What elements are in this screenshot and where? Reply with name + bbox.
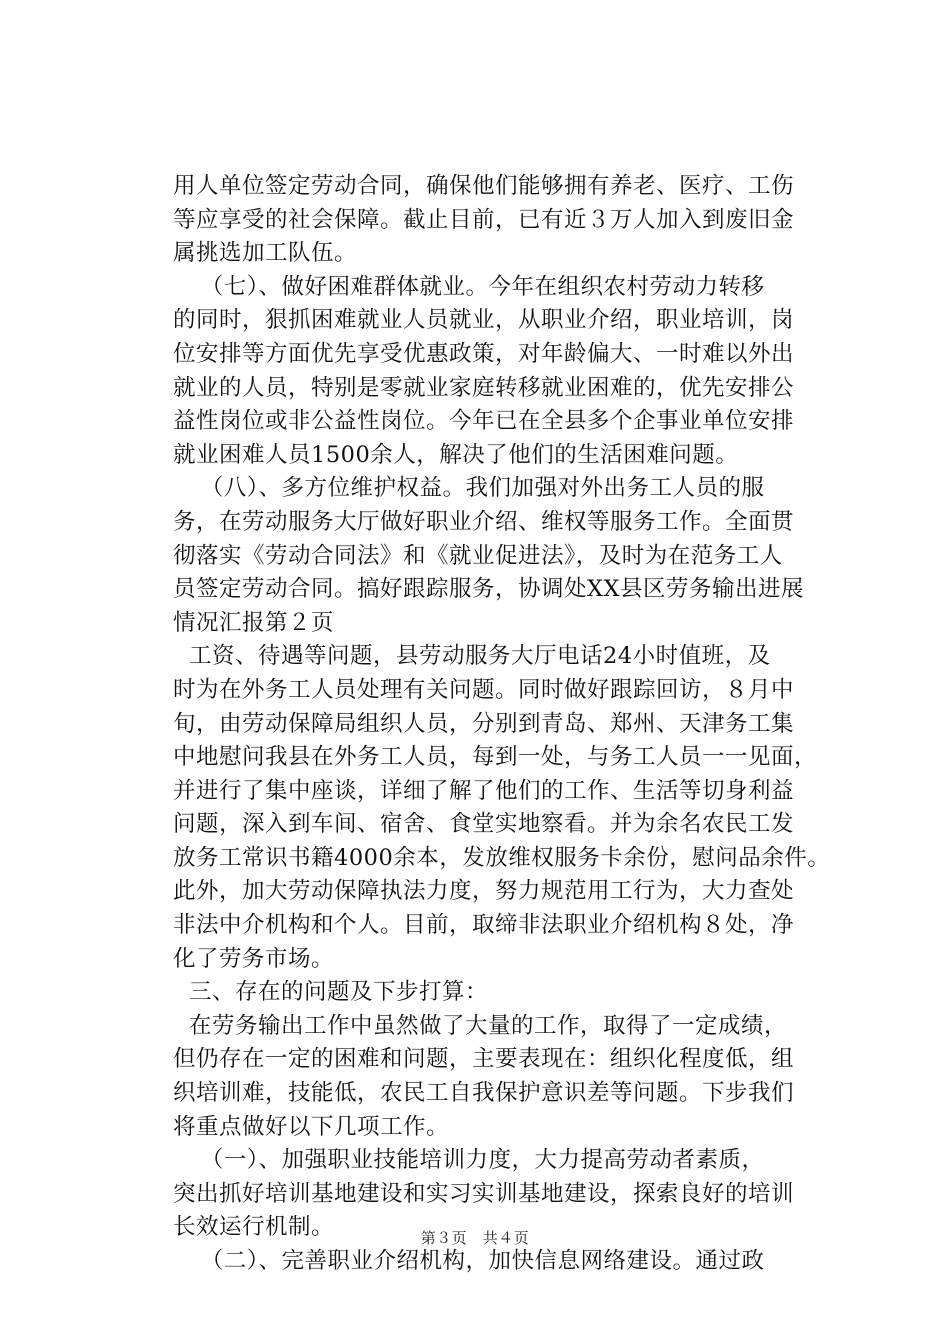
text-line: （一）、加强职业技能培训力度，大力提高劳动者素质， bbox=[189, 1147, 765, 1174]
page-footer: 第３页 共４页 bbox=[420, 1229, 530, 1247]
text-line: 位安排等方面优先享受优惠政策，对年龄偏大、一时难以外出 bbox=[173, 340, 795, 367]
text-line: 员签定劳动合同。搞好跟踪服务，协调处XX县区劳务输出进展 bbox=[173, 576, 805, 603]
text-line: 化了劳务市场。 bbox=[173, 945, 335, 972]
text-line: 的同时，狠抓困难就业人员就业，从职业介绍，职业培训，岗 bbox=[173, 307, 795, 334]
text-line: 就业的人员，特别是零就业家庭转移就业困难的，优先安排公 bbox=[173, 374, 795, 401]
text-line: 用人单位签定劳动合同，确保他们能够拥有养老、医疗、工伤 bbox=[173, 173, 795, 199]
text-line: 情况汇报第２页 bbox=[173, 609, 335, 636]
text-line: 此外，加大劳动保障执法力度，努力规范用工行为，大力查处 bbox=[173, 878, 795, 905]
text-line: 织培训难，技能低，农民工自我保护意识差等问题。下步我们 bbox=[173, 1080, 795, 1107]
text-line: 突出抓好培训基地建设和实习实训基地建设，探索良好的培训 bbox=[173, 1180, 795, 1207]
text-line: 中地慰问我县在外务工人员，每到一处，与务工人员一一见面， bbox=[173, 744, 818, 771]
text-line: 属挑选加工队伍。 bbox=[173, 240, 358, 267]
text-line: 就业困难人员1500余人，解决了他们的生活困难问题。 bbox=[173, 441, 739, 468]
text-line: 长效运行机制。 bbox=[173, 1214, 335, 1241]
text-line: 彻落实《劳动合同法》和《就业促进法》，及时为在范务工人 bbox=[173, 542, 783, 569]
text-line: 益性岗位或非公益性岗位。今年已在全县多个企事业单位安排 bbox=[173, 408, 795, 435]
text-line: 非法中介机构和个人。目前，取缔非法职业介绍机构８处，净 bbox=[173, 912, 795, 939]
text-line: （八）、多方位维护权益。我们加强对外出务工人员的服 bbox=[189, 475, 765, 502]
document-body bbox=[173, 170, 833, 1279]
text-line: 并进行了集中座谈，详细了解了他们的工作、生活等切身利益 bbox=[173, 777, 795, 804]
text-line: 旬，由劳动保障局组织人员，分别到青岛、郑州、天津务工集 bbox=[173, 710, 795, 737]
text-line: （二）、完善职业介绍机构，加快信息网络建设。通过政 bbox=[189, 1248, 765, 1274]
text-line: 将重点做好以下几项工作。 bbox=[173, 1113, 450, 1140]
text-line: 等应享受的社会保障。截止目前，已有近３万人加入到废旧金 bbox=[173, 206, 795, 233]
text-line: 工资、待遇等问题，县劳动服务大厅电话24小时值班，及 bbox=[189, 643, 771, 670]
text-line: 放务工常识书籍4000余本，发放维权服务卡余份，慰问品余件。 bbox=[173, 844, 831, 871]
text-line: 但仍存在一定的困难和问题，主要表现在：组织化程度低，组 bbox=[173, 1046, 795, 1073]
text-line: 问题，深入到车间、宿舍、食堂实地察看。并为余名农民工发 bbox=[173, 811, 795, 838]
text-line: （七）、做好困难群体就业。今年在组织农村劳动力转移 bbox=[189, 273, 765, 300]
section-heading: 三、存在的问题及下步打算： bbox=[189, 979, 489, 1006]
text-line: 务，在劳动服务大厅做好职业介绍、维权等服务工作。全面贯 bbox=[173, 508, 795, 535]
text-line: 时为在外务工人员处理有关问题。同时做好跟踪回访，８月中 bbox=[173, 676, 795, 703]
text-line: 在劳务输出工作中虽然做了大量的工作，取得了一定成绩， bbox=[189, 1012, 788, 1039]
